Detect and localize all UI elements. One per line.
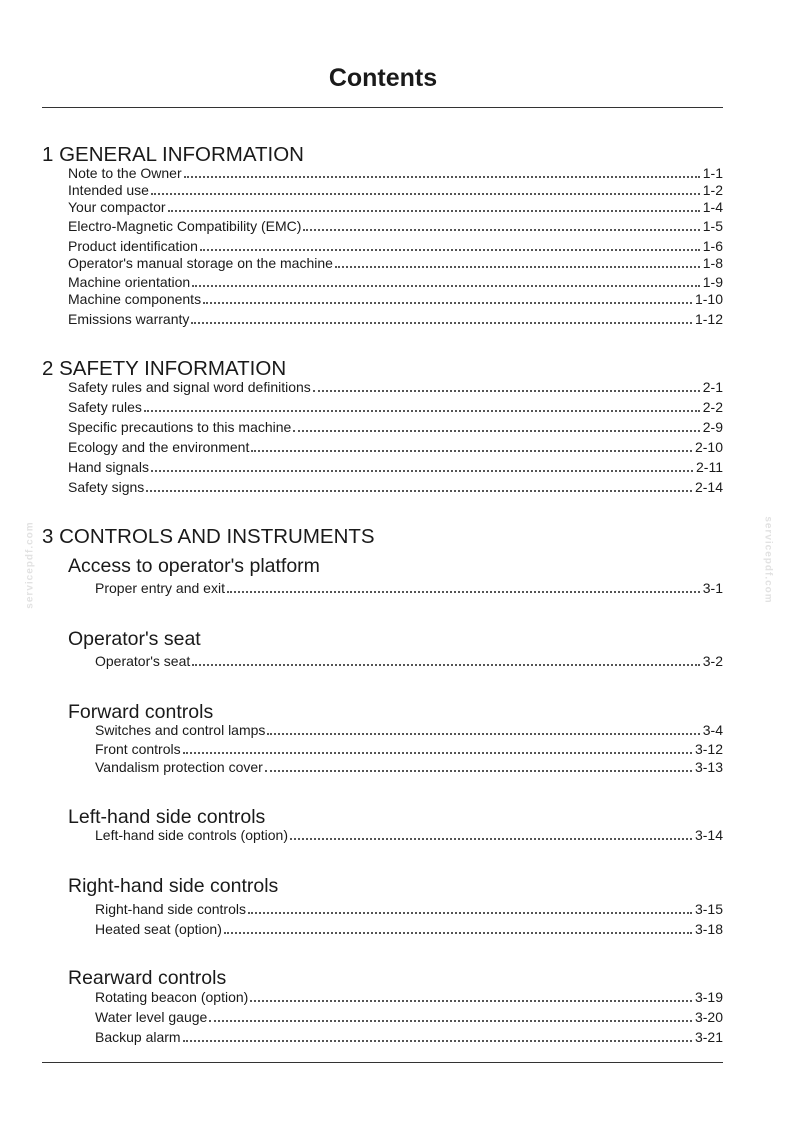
toc-entry-label: Rotating beacon (option) xyxy=(95,989,249,1005)
watermark-right: servicepdf.com xyxy=(762,516,774,604)
leader-dots xyxy=(290,838,692,840)
toc-entry[interactable] xyxy=(68,379,723,395)
toc-entry-page: 3-21 xyxy=(694,1029,723,1045)
chapter-heading-general-information: 1 GENERAL INFORMATION xyxy=(42,143,304,166)
toc-entry[interactable] xyxy=(68,479,723,495)
toc-entry-page: 1-10 xyxy=(694,291,723,307)
leader-dots xyxy=(168,210,700,212)
toc-entry[interactable] xyxy=(95,827,723,843)
toc-entry-label: Backup alarm xyxy=(95,1029,181,1045)
toc-entry-label: Your compactor xyxy=(68,199,166,215)
toc-entry-label: Proper entry and exit xyxy=(95,580,225,596)
toc-entry[interactable] xyxy=(68,199,723,215)
toc-entry-page: 3-13 xyxy=(694,759,723,775)
toc-entry[interactable] xyxy=(68,218,723,234)
toc-entry-label: Ecology and the environment xyxy=(68,439,250,455)
toc-entry[interactable] xyxy=(68,291,723,307)
toc-entry-label: Right-hand side controls xyxy=(95,901,246,917)
leader-dots xyxy=(335,266,700,268)
toc-entry-label: Intended use xyxy=(68,182,149,198)
subsection-heading: Left-hand side controls xyxy=(68,806,266,828)
toc-entry-page: 3-19 xyxy=(694,989,723,1005)
toc-entry-label: Safety rules and signal word definitions xyxy=(68,379,311,395)
leader-dots xyxy=(183,752,692,754)
toc-entry-page: 1-4 xyxy=(702,199,723,215)
leader-dots xyxy=(184,176,700,178)
toc-entry-page: 2-14 xyxy=(694,479,723,495)
toc-entry-page: 1-2 xyxy=(702,182,723,198)
toc-entry-label: Product identification xyxy=(68,238,198,254)
toc-entry-page: 1-9 xyxy=(702,274,723,290)
toc-entry-page: 1-12 xyxy=(694,311,723,327)
leader-dots xyxy=(183,1040,692,1042)
leader-dots xyxy=(250,1000,692,1002)
toc-entry-page: 2-10 xyxy=(694,439,723,455)
toc-entry-label: Hand signals xyxy=(68,459,149,475)
leader-dots xyxy=(265,770,692,772)
toc-entry[interactable] xyxy=(68,419,723,435)
toc-entry-page: 3-2 xyxy=(702,653,723,669)
leader-dots xyxy=(192,664,699,666)
toc-entry-page: 2-2 xyxy=(702,399,723,415)
toc-entry-page: 3-18 xyxy=(694,921,723,937)
toc-entry-label: Switches and control lamps xyxy=(95,722,266,738)
toc-entry-label: Safety signs xyxy=(68,479,145,495)
watermark-left: servicepdf.com xyxy=(24,521,36,609)
toc-entry-label: Heated seat (option) xyxy=(95,921,222,937)
toc-entry-label: Vandalism protection cover xyxy=(95,759,263,775)
chapter-heading-safety-information: 2 SAFETY INFORMATION xyxy=(42,357,287,380)
toc-entry-page: 3-14 xyxy=(694,827,723,843)
toc-entry[interactable] xyxy=(68,182,723,198)
toc-entry[interactable] xyxy=(95,989,723,1005)
toc-entry[interactable] xyxy=(95,759,723,775)
toc-entry[interactable] xyxy=(95,1009,723,1025)
leader-dots xyxy=(192,285,700,287)
toc-entry[interactable] xyxy=(68,238,723,254)
toc-entry-label: Left-hand side controls (option) xyxy=(95,827,288,843)
toc-entry-page: 1-8 xyxy=(702,255,723,271)
top-divider xyxy=(42,107,723,108)
toc-entry[interactable] xyxy=(95,722,723,738)
leader-dots xyxy=(203,302,692,304)
leader-dots xyxy=(146,490,692,492)
toc-entry-page: 3-15 xyxy=(694,901,723,917)
toc-entry-page: 3-4 xyxy=(702,722,723,738)
subsection-heading: Forward controls xyxy=(68,701,214,723)
toc-entry[interactable] xyxy=(95,901,723,917)
page-title: Contents xyxy=(328,64,438,92)
toc-entry[interactable] xyxy=(68,255,723,271)
toc-entry-page: 1-1 xyxy=(702,165,723,181)
toc-entry-page: 1-6 xyxy=(702,238,723,254)
bottom-divider xyxy=(42,1062,723,1063)
leader-dots xyxy=(251,450,692,452)
toc-entry[interactable] xyxy=(95,1029,723,1045)
toc-entry-label: Safety rules xyxy=(68,399,142,415)
toc-entry[interactable] xyxy=(95,741,723,757)
leader-dots xyxy=(200,249,700,251)
leader-dots xyxy=(248,912,692,914)
toc-entry-label: Machine orientation xyxy=(68,274,191,290)
toc-entry[interactable] xyxy=(68,459,723,475)
toc-entry-label: Machine components xyxy=(68,291,202,307)
leader-dots xyxy=(151,193,700,195)
subsection-heading: Rearward controls xyxy=(68,967,227,989)
toc-entry-label: Specific precautions to this machine xyxy=(68,419,292,435)
chapter-heading-controls-and-instruments: 3 CONTROLS AND INSTRUMENTS xyxy=(42,525,375,548)
subsection-heading: Operator's seat xyxy=(68,628,201,650)
toc-entry[interactable] xyxy=(68,399,723,415)
toc-entry-page: 2-9 xyxy=(702,419,723,435)
toc-entry[interactable] xyxy=(95,921,723,937)
leader-dots xyxy=(191,322,692,324)
leader-dots xyxy=(293,430,699,432)
leader-dots xyxy=(224,932,692,934)
leader-dots xyxy=(267,733,699,735)
toc-entry-label: Water level gauge xyxy=(95,1009,208,1025)
subsection-heading: Access to operator's platform xyxy=(68,555,320,577)
toc-entry-page: 2-11 xyxy=(696,459,723,475)
toc-entry-label: Front controls xyxy=(95,741,181,757)
toc-entry[interactable] xyxy=(68,165,723,181)
leader-dots xyxy=(209,1020,692,1022)
toc-entry-page: 3-20 xyxy=(694,1009,723,1025)
toc-entry[interactable] xyxy=(68,274,723,290)
leader-dots xyxy=(144,410,700,412)
toc-entry-label: Operator's manual storage on the machine xyxy=(68,255,333,271)
leader-dots xyxy=(227,591,700,593)
leader-dots xyxy=(303,229,699,231)
subsection-heading: Right-hand side controls xyxy=(68,875,279,897)
toc-entry-page: 3-12 xyxy=(694,741,723,757)
leader-dots xyxy=(151,470,693,472)
leader-dots xyxy=(313,390,700,392)
toc-entry-page: 3-1 xyxy=(702,580,723,596)
toc-entry-label: Emissions warranty xyxy=(68,311,190,327)
toc-entry[interactable] xyxy=(68,439,723,455)
toc-entry-label: Operator's seat xyxy=(95,653,191,669)
toc-entry[interactable] xyxy=(68,311,723,327)
toc-entry-label: Electro-Magnetic Compatibility (EMC) xyxy=(68,218,302,234)
toc-entry-page: 2-1 xyxy=(702,379,723,395)
toc-entry[interactable] xyxy=(95,653,723,669)
toc-entry[interactable] xyxy=(95,580,723,596)
toc-entry-label: Note to the Owner xyxy=(68,165,182,181)
toc-entry-page: 1-5 xyxy=(702,218,723,234)
